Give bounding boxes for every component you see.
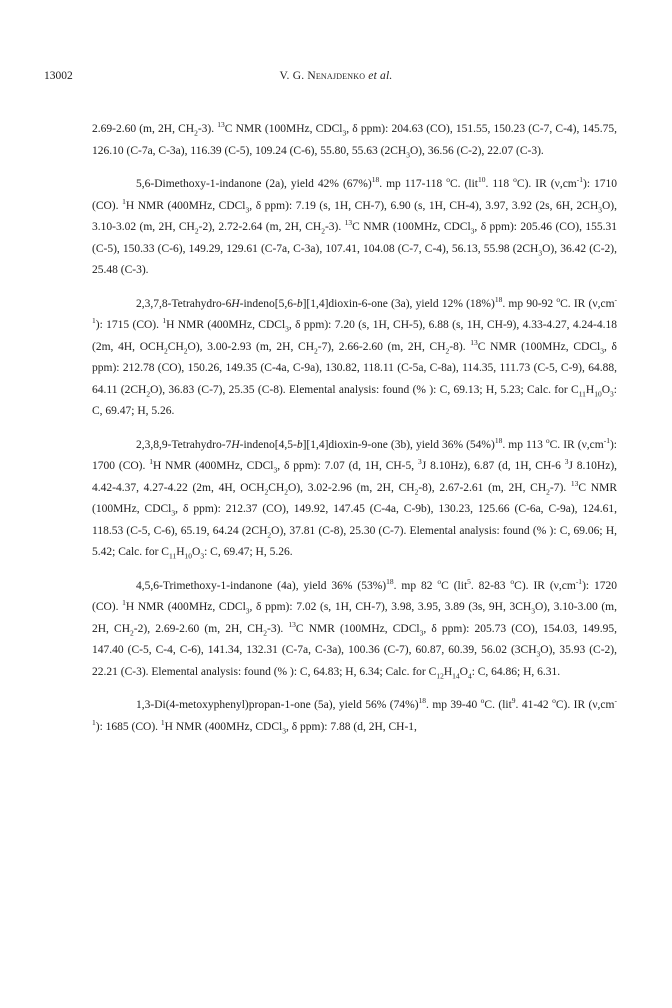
author-initials: V. G. <box>279 70 308 82</box>
paragraph: 2,3,8,9-Tetrahydro-7H-indeno[4,5-b][1,4]dioxin-9-one (3b), yield 36% $(54\%)^{18}$. mp 113 $^o$C. IR $(\nu,cm^{-1})$: 1700 (CO). $^1$H NMR (400MHz, CDCl$_3$, δ ppm): 7.07 (d, 1H, CH-5, $^3$J 8.10Hz), 6.87 (d, 1H, CH-6 $^3$J 8.10Hz), 4.42-4.37, 4.27-4.22 (2m, 4H, $OCH_2CH_2O$), 3.02-2.96 (m, 2H, $CH_2-8$), 2.67-2.61 (m, 2H, $CH_2-7$). $^{13}$C NMR (100MHz, CDCl$_3$, δ ppm): 212.37 (CO), 149.92, 147.45 (C-4a, C-9b), 130.23, 125.66 (C-6a, C-9a), 124.61, 118.53 (C-5, C-6), 65.19, 64.24 $(2CH_2O)$, 37.81 (C-8), 25.30 (C-7). Elemental analysis: found (% ): C, 69.06; H, 5.42; Calc. for $C_{11}H_{10}O_3$: C, 69.47; H, 5.26. <box>92 435 618 561</box>
running-head-authors <box>0 70 672 82</box>
paragraph: 4,5,6-Trimethoxy-1-indanone (4a), yield 36% $(53\%)^{18}$. mp 82 $^o$C (lit$^5$. 82-83 $^o$C). IR $(\nu,cm^{-1})$: 1720 (CO). $^1$H NMR (400MHz, CDCl$_3$, δ ppm): 7.02 (s, 1H, CH-7), 3.98, 3.95, 3.89 (3s, 9H, $3CH_3O$), 3.10-3.00 (m, 2H, $CH_2-2$), 2.69-2.60 (m, 2H, $CH_2-3$). $^{13}$C NMR (100MHz, CDCl$_3$, δ ppm): 205.73 (CO), 154.03, 149.95, 147.40 (C-5, C-4, C-6), 141.34, 132.31 (C-7a, C-3a), 100.36 (C-7), 60.87, 60.39, 56.02 $(3CH_3O)$, 35.93 (C-2), 22.21 (C-3). Elemental analysis: found (% ): C, 64.83; H, 6.34; Calc. for $C_{12}H_{14}O_4$: C, 64.86; H, 6.31. <box>92 576 618 680</box>
paragraph: 2,3,7,8-Tetrahydro-6H-indeno[5,6-b][1,4]dioxin-6-one (3a), yield 12% $(18\%)^{18}$. mp 90-92 $^o$C. IR $(\nu,cm^{-1})$: 1715 (CO). $^1$H NMR (400MHz, CDCl$_3$, δ ppm): 7.20 (s, 1H, CH-5), 6.88 (s, 1H, CH-9), 4.33-4.27, 4.24-4.18 (2m, 4H, $OCH_2CH_2O$), 3.00-2.93 (m, 2H, $CH_2-7$), 2.66-2.60 (m, 2H, $CH_2-8$). $^{13}$C NMR (100MHz, CDCl$_3$, δ ppm): 212.78 (CO), 150.26, 149.35 (C-4a, C-9a), 130.82, 118.11 (C-5a, C-8a), 114.35, 111.73 (C-5, C-9), 64.88, 64.11 $(2CH_2O)$, 36.83 (C-7), 25.35 (C-8). Elemental analysis: found (% ): C, 69.13; H, 5.23; Calc. for $C_{11}H_{10}O_3$: C, 69.47; H, 5.26. <box>92 294 618 417</box>
paragraph: 5,6-Dimethoxy-1-indanone (2a), yield 42% $(67\%)^{18}$. mp 117-118 $^o$C. (lit$^{10}$. 118 $^o$C). IR $(\nu,cm^{-1})$: 1710 (CO). $^1$H NMR (400MHz, CDCl$_3$, δ ppm): 7.19 (s, 1H, CH-7), 6.90 (s, 1H, CH-4), 3.97, 3.92 (2s, 6H, $2CH_3O$), 3.10-3.02 (m, 2H, $CH_2-2$), 2.72-2.64 (m, 2H, $CH_2-3$). $^{13}$C NMR (100MHz, CDCl$_3$, δ ppm): 205.46 (CO), 155.31 (C-5), 150.33 (C-6), 149.29, 129.61 (C-7a, C-3a), 107.41, 104.08 (C-7, C-4), 56.13, 55.98 $(2CH_3O)$, 36.42 (C-2), 25.48 (C-3). <box>92 175 618 276</box>
paragraph: 1,3-Di(4-metoxyphenyl)propan-1-one (5a), yield 56% $(74\%)^{18}$. mp 39-40 $^o$C. (lit$^9$. 41-42 $^o$C). IR $(\nu,cm^{-1})$: 1685 (CO). $^1$H NMR (400MHz, CDCl$_3$, δ ppm): 7.88 (d, 2H, CH-1, <box>92 696 617 735</box>
author-surname: Nenajdenko <box>307 70 366 82</box>
article-body <box>92 119 617 738</box>
page-number: 13002 <box>44 70 73 82</box>
running-header <box>0 70 672 90</box>
paragraph: 2.69-2.60 (m, 2H, $CH_2-3$). $^{13}$C NMR (100MHz, CDCl$_3$, δ ppm): 204.63 (CO), 151.55, 150.23 (C-7, C-4), 145.75, 126.10 (C-7a, C-3a), 116.39 (C-5), 109.24 (C-6), 55.80, 55.63 $(2CH_3O)$, 36.56 (C-2), 22.07 (C-3). <box>92 120 617 159</box>
author-etal: et al. <box>365 70 393 82</box>
